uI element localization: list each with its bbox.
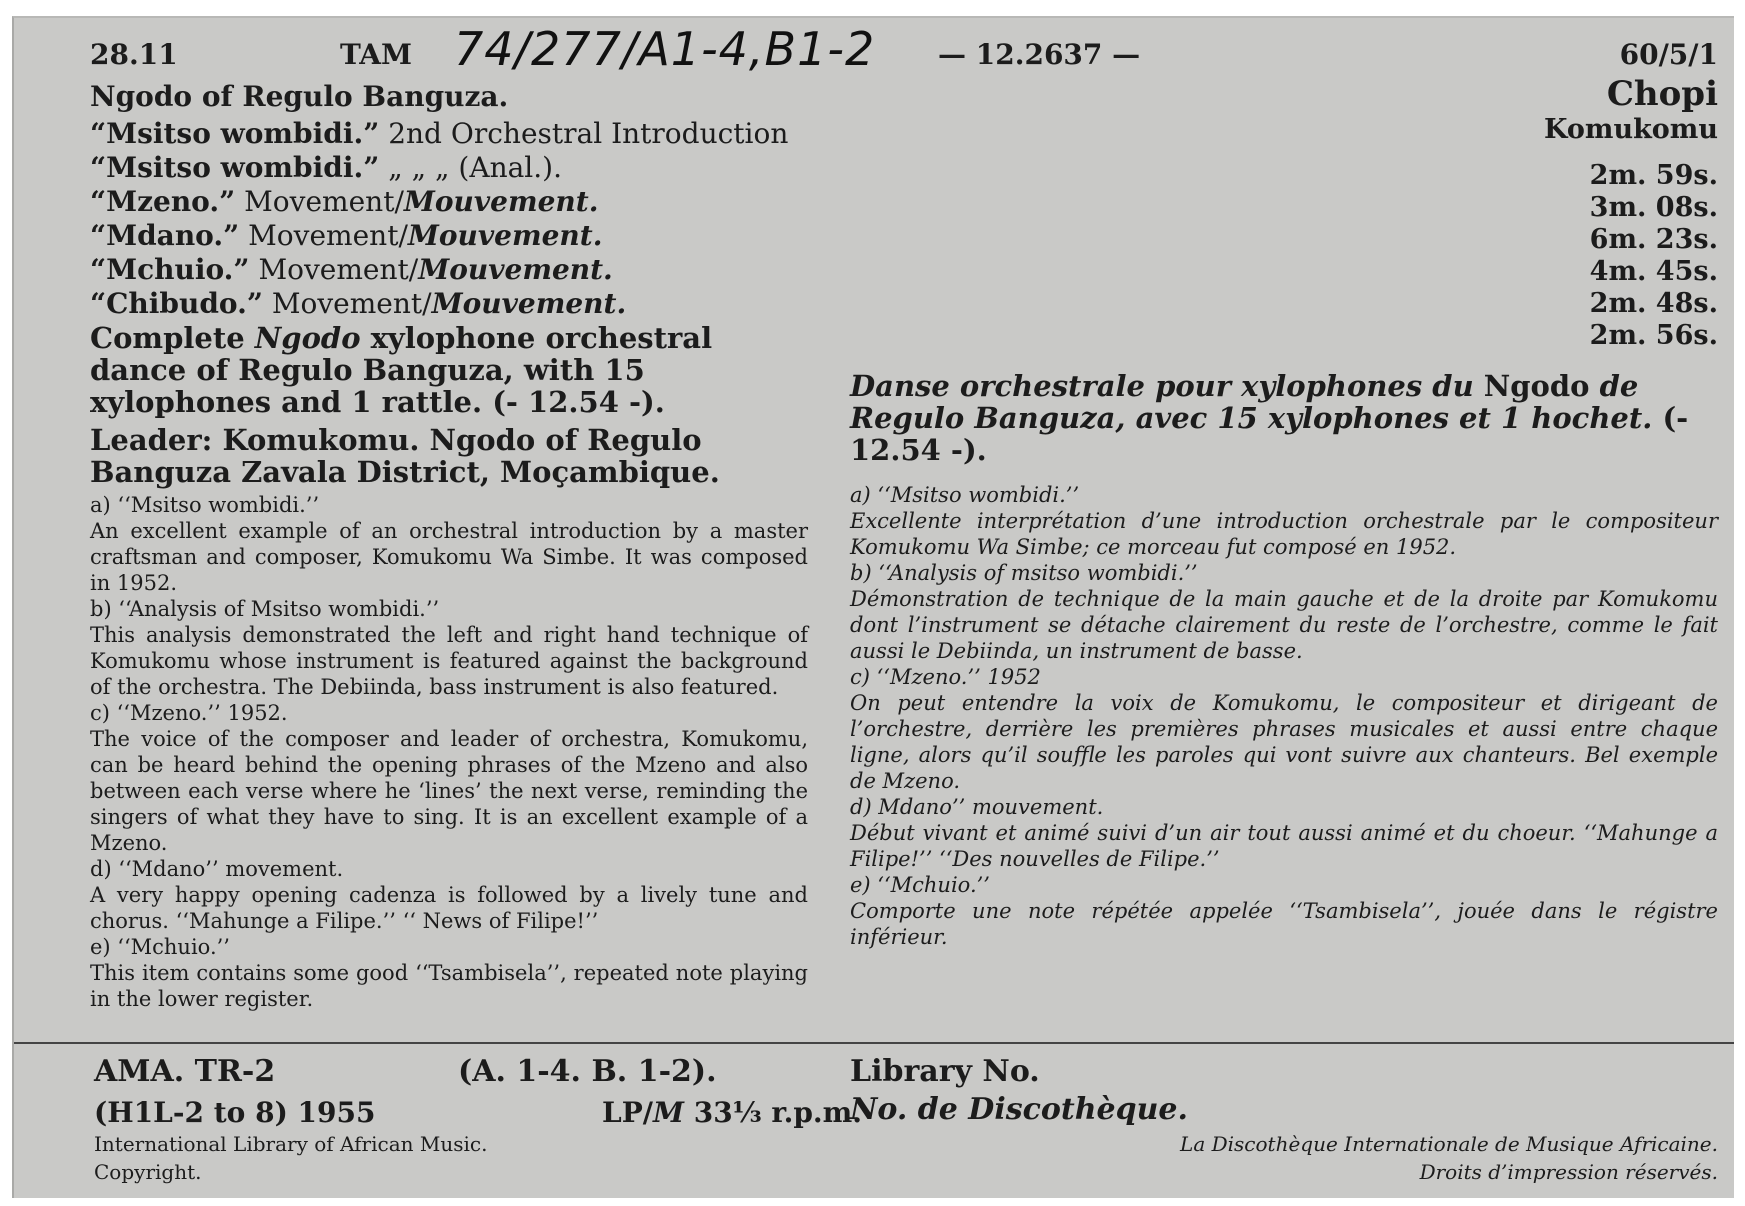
track-duration: 2m. 59s. <box>1589 160 1718 191</box>
track-duration: 3m. 08s. <box>1589 192 1718 223</box>
record-title: Ngodo of Regulo Banguza. <box>90 80 509 113</box>
summary-text: xylophone orchestral dance of Regulo Banguza, with 15 xylophones and 1 rattle. (- 12.54 -). <box>90 321 713 419</box>
track-desc-french: Mouvement. <box>403 185 599 218</box>
format-italic: M <box>652 1096 684 1129</box>
handwritten-annotation: 74/277/A1-4,B1-2 <box>454 22 876 76</box>
note-label: d) ‘‘Mdano’’ movement. <box>90 857 344 881</box>
discotheque-label: No. de Discothèque. <box>850 1092 1188 1127</box>
track-line <box>90 118 788 150</box>
ref-number: — 12.2637 — <box>938 38 1141 71</box>
track-desc: Movement/ <box>249 253 419 286</box>
note-label: d) Mdano’’ mouvement. <box>850 795 1104 819</box>
footer-divider <box>14 1042 1734 1044</box>
index-card <box>12 16 1734 1198</box>
note-label: e) ‘‘Mchuio.’’ <box>850 873 990 897</box>
tam-label: TAM <box>340 38 413 71</box>
track-duration: 4m. 45s. <box>1589 256 1718 287</box>
track-title: “Msitso wombidi.” <box>90 151 380 184</box>
french-summary <box>850 370 1718 466</box>
note-text: Comporte une note répétée appelée ‘‘Tsambisela’’, jouée dans le régistre inférieur. <box>850 899 1718 949</box>
summary-italic: Ngodo <box>254 321 361 355</box>
track-desc: Movement/ <box>262 287 432 320</box>
note-label: b) ‘‘Analysis of msitso wombidi.’’ <box>850 561 1198 585</box>
note-text: This item contains some good ‘‘Tsambisela’’, repeated note playing in the lower register. <box>90 961 808 1011</box>
french-notes <box>850 482 1718 950</box>
format-text: 33⅓ r.p.m. <box>683 1096 863 1129</box>
publisher: International Library of African Music. <box>94 1132 488 1156</box>
french-publisher: La Discothèque Internationale de Musique Africaine. <box>1180 1132 1718 1156</box>
ref-left: 28.11 <box>90 38 178 71</box>
performer-name: Komukomu <box>1544 114 1718 145</box>
track-desc: Movement/ <box>235 185 404 218</box>
track-desc: 2nd Orchestral Introduction <box>379 117 789 150</box>
english-notes <box>90 492 808 1012</box>
track-title: “Chibudo.” <box>90 287 263 320</box>
track-line <box>90 254 613 286</box>
note-text: An excellent example of an orchestral introduction by a master craftsman and composer, Komukomu Wa Simbe. It was composed in 1952. <box>90 519 808 595</box>
format-text: LP/ <box>602 1096 653 1129</box>
track-desc: Movement/ <box>239 219 408 252</box>
catalog-number: AMA. TR-2 <box>94 1054 276 1089</box>
note-label: a) ‘‘Msitso wombidi.’’ <box>850 483 1080 507</box>
track-title: “Mzeno.” <box>90 185 236 218</box>
french-rights: Droits d’impression réservés. <box>1419 1160 1718 1184</box>
track-duration: 6m. 23s. <box>1589 224 1718 255</box>
track-line <box>90 152 562 184</box>
note-label: c) ‘‘Mzeno.’’ 1952 <box>850 665 1041 689</box>
leader-info: Leader: Komukomu. Ngodo of Regulo Banguza Zavala District, Moçambique. <box>90 423 720 489</box>
matrix-numbers: (H1L-2 to 8) 1955 <box>94 1096 376 1129</box>
track-duration: 2m. 56s. <box>1589 320 1718 351</box>
note-label: e) ‘‘Mchuio.’’ <box>90 935 230 959</box>
tribe-name: Chopi <box>1606 74 1718 114</box>
copyright: Copyright. <box>94 1160 202 1184</box>
track-desc-french: Mouvement. <box>407 219 603 252</box>
record-sides: (A. 1-4. B. 1-2). <box>458 1054 717 1089</box>
note-text: This analysis demonstrated the left and right hand technique of Komukomu whose instrument is featured against the background of the orchestra. The Debiinda, bass instrument is also featured. <box>90 623 808 699</box>
note-label: b) ‘‘Analysis of Msitso wombidi.’’ <box>90 597 440 621</box>
track-title: “Mchuio.” <box>90 253 250 286</box>
summary-text: (- 12.54 -). <box>850 401 1689 467</box>
summary-text: Ngodo <box>1473 369 1600 403</box>
record-format <box>602 1096 862 1129</box>
summary-text: Complete <box>90 321 255 355</box>
library-no-label: Library No. <box>850 1054 1040 1089</box>
track-title: “Msitso wombidi.” <box>90 117 380 150</box>
note-label: a) ‘‘Msitso wombidi.’’ <box>90 493 320 517</box>
track-duration: 2m. 48s. <box>1589 288 1718 319</box>
summary-italic: Danse orchestrale pour xylophones du <box>850 369 1474 403</box>
note-text: Excellente interprétation d’une introduction orchestrale par le compositeur Komukomu Wa Simbe; ce morceau fut composé en 1952. <box>850 509 1718 559</box>
track-desc-french: Mouvement. <box>431 287 627 320</box>
note-label: c) ‘‘Mzeno.’’ 1952. <box>90 701 288 725</box>
summary-italic: de Regulo Banguza, avec 15 xylophones et 1 hochet. <box>850 369 1653 435</box>
note-text: The voice of the composer and leader of orchestra, Komukomu, can be heard behind the opening phrases of the Mzeno and also between each verse where he ‘lines’ the next verse, reminding the singers of what they have to sing. It is an excellent example of a Mzeno. <box>90 727 808 855</box>
track-line <box>90 220 602 252</box>
track-desc-french: Mouvement. <box>418 253 613 286</box>
track-desc: „ „ „ (Anal.). <box>379 151 562 184</box>
note-text: Démonstration de technique de la main gauche et de la droite par Komukomu dont l’instrument se détache clairement du reste de l’orchestre, comme le fait aussi le Debiinda, un instrument de basse. <box>850 587 1718 663</box>
english-summary <box>90 322 804 418</box>
track-title: “Mdano.” <box>90 219 240 252</box>
track-line <box>90 186 598 218</box>
note-text: On peut entendre la voix de Komukomu, le compositeur et dirigeant de l’orchestre, derrière les premières phrases musicales et aussi entre chaque ligne, alors qu’il souffle les paroles qui vont suivre aux chanteurs. Bel exemple de Mzeno. <box>850 691 1718 793</box>
note-text: A very happy opening cadenza is followed by a lively tune and chorus. ‘‘Mahunge a Filipe.’’ ‘‘ News of Filipe!’’ <box>90 883 808 933</box>
note-text: Début vivant et animé suivi d’un air tout aussi animé et du choeur. ‘‘Mahunge a Filipe!’’ ‘‘Des nouvelles de Filipe.’’ <box>850 821 1718 871</box>
ref-right: 60/5/1 <box>1619 38 1718 71</box>
track-line <box>90 288 626 320</box>
